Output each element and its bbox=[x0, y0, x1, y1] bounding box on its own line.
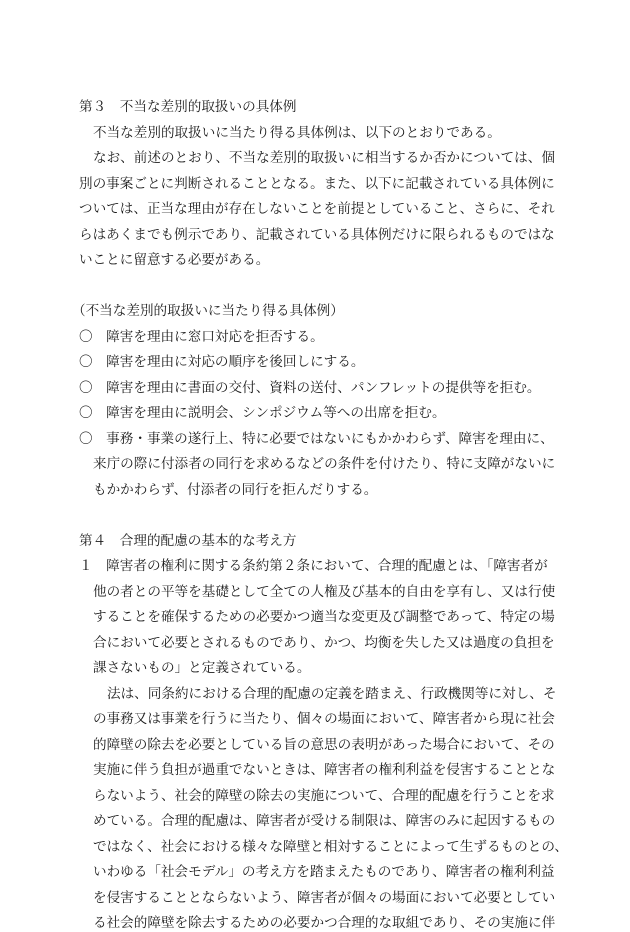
section-3-heading: 第３ 不当な差別的取扱いの具体例 bbox=[79, 99, 297, 115]
item-1-line: 他の者との平等を基礎として全ての人権及び基本的自由を享有し、又は行使 bbox=[93, 584, 556, 600]
section-3-note-line: なお、前述のとおり、不当な差別的取扱いに相当するか否かについては、個 bbox=[93, 150, 555, 166]
item-1-para-line: の事務又は事業を行うに当たり、個々の場面において、障害者から現に社会 bbox=[93, 711, 555, 727]
examples-title: （不当な差別的取扱いに当たり得る具体例） bbox=[72, 303, 344, 319]
item-1-line: １ 障害者の権利に関する条約第２条において、合理的配慮とは、「障害者が bbox=[79, 558, 548, 574]
example-item: 〇 事務・事業の遂行上、特に必要ではないにもかかわらず、障害を理由に、 bbox=[79, 431, 554, 447]
item-1-line: 合において必要とされるものであり、かつ、均衡を失した又は過度の負担を bbox=[93, 635, 555, 651]
item-1-para-line: 実施に伴う負担が過重でないときは、障害者の権利利益を侵害することとな bbox=[93, 762, 556, 778]
example-item: 〇 障害を理由に書面の交付、資料の送付、パンフレットの提供等を拒む。 bbox=[79, 380, 541, 396]
section-3-note-line: いことに留意する必要がある。 bbox=[79, 252, 270, 268]
section-3-note-line: ついては、正当な理由が存在しないことを前提としていること、さらに、それ bbox=[79, 201, 555, 217]
item-1-para-line: 的障壁の除去を必要としている旨の意思の表明があった場合において、その bbox=[93, 737, 555, 753]
item-1-para-line: めている。合理的配慮は、障害者が受ける制限は、障害のみに起因するもの bbox=[93, 813, 556, 829]
item-1-para-line: ではなく、社会における様々な障壁と相対することによって生ずるものとの、 bbox=[93, 839, 568, 855]
item-1-para-line: 法は、同条約における合理的配慮の定義を踏まえ、行政機関等に対し、そ bbox=[107, 686, 557, 702]
item-1-para-line: を侵害することとならないよう、障害者が個々の場面において必要としてい bbox=[93, 890, 556, 906]
item-1-line: することを確保するための必要かつ適当な変更及び調整であって、特定の場 bbox=[93, 609, 555, 625]
item-1-line: 課さないもの」と定義されている。 bbox=[93, 660, 311, 676]
example-item-continuation: 来庁の際に付添者の同行を求めるなどの条件を付けたり、特に支障がないに bbox=[93, 456, 556, 472]
item-1-para-line: いわゆる「社会モデル」の考え方を踏まえたものであり、障害者の権利利益 bbox=[93, 864, 555, 880]
example-item: 〇 障害を理由に説明会、シンポジウム等への出席を拒む。 bbox=[79, 405, 446, 421]
example-item: 〇 障害を理由に対応の順序を後回しにする。 bbox=[79, 354, 365, 370]
section-3-note-line: らはあくまでも例示であり、記載されている具体例だけに限られるものではな bbox=[79, 227, 555, 243]
section-3-note-line: 別の事案ごとに判断されることとなる。また、以下に記載されている具体例に bbox=[79, 176, 555, 192]
item-1-para-line: らないよう、社会的障壁の除去の実施について、合理的配慮を行うことを求 bbox=[93, 788, 555, 804]
section-4-heading: 第４ 合理的配慮の基本的な考え方 bbox=[79, 533, 297, 549]
section-3-intro: 不当な差別的取扱いに当たり得る具体例は、以下のとおりである。 bbox=[93, 125, 501, 141]
example-item-continuation: もかかわらず、付添者の同行を拒んだりする。 bbox=[93, 482, 378, 498]
item-1-para-line: る社会的障壁を除去するための必要かつ合理的な取組であり、その実施に伴 bbox=[93, 915, 556, 931]
example-item: 〇 障害を理由に窓口対応を拒否する。 bbox=[79, 329, 324, 345]
